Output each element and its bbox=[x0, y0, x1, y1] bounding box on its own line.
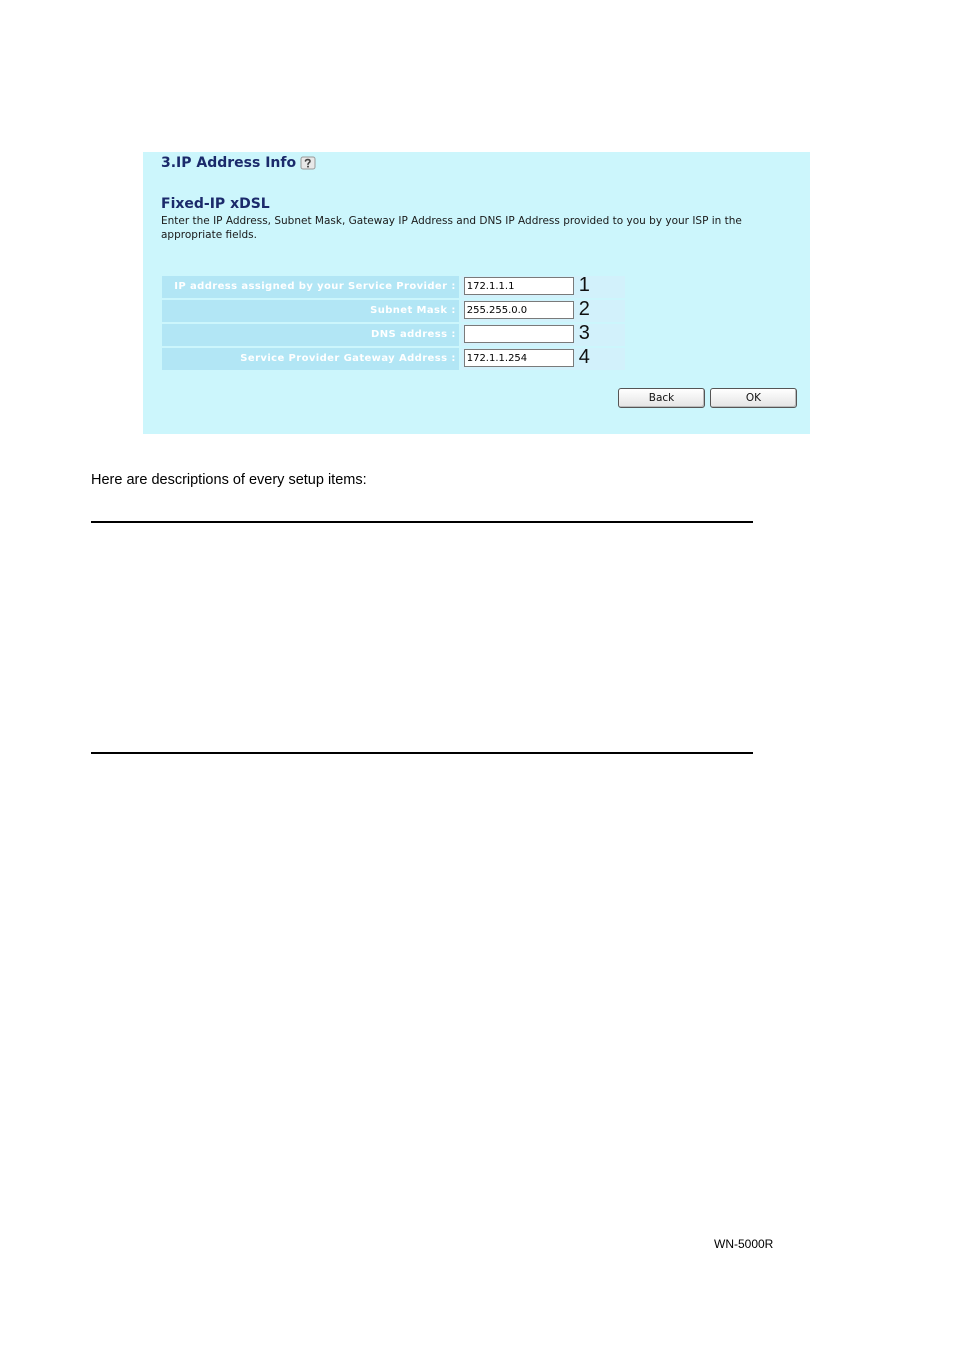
divider-top bbox=[91, 521, 753, 523]
gateway-address-cell bbox=[461, 348, 625, 370]
instruction-text: Enter the IP Address, Subnet Mask, Gateway IP Address and DNS IP Address provided to you by your ISP in the appropriate fields. bbox=[161, 215, 742, 241]
dns-address-input[interactable] bbox=[464, 325, 574, 343]
subnet-mask-label: Subnet Mask : bbox=[162, 300, 459, 322]
form-row-subnet-mask bbox=[162, 300, 625, 322]
ip-address-cell bbox=[461, 276, 625, 298]
ip-address-info-panel bbox=[143, 152, 810, 434]
gateway-address-input[interactable] bbox=[464, 349, 574, 367]
gateway-address-label: Service Provider Gateway Address : bbox=[162, 348, 459, 370]
dns-address-label: DNS address : bbox=[162, 324, 459, 346]
divider-bottom bbox=[91, 752, 753, 754]
ip-address-label: IP address assigned by your Service Provider : bbox=[162, 276, 459, 298]
help-icon[interactable] bbox=[300, 155, 316, 171]
section-title bbox=[161, 155, 316, 171]
form-row-dns-address bbox=[162, 324, 625, 346]
section-title-text: 3.IP Address Info bbox=[161, 155, 297, 171]
form-row-gateway-address bbox=[162, 348, 625, 370]
connection-type-heading: Fixed-IP xDSL bbox=[161, 196, 270, 212]
form-row-ip-address bbox=[162, 276, 625, 298]
ip-form bbox=[162, 276, 625, 372]
callout-number-3: 3 bbox=[578, 322, 590, 344]
subnet-mask-cell bbox=[461, 300, 625, 322]
callout-number-4: 4 bbox=[578, 346, 590, 368]
callout-number-1: 1 bbox=[578, 274, 590, 296]
dns-address-cell bbox=[461, 324, 625, 346]
back-button[interactable]: Back bbox=[618, 388, 705, 408]
ok-button[interactable]: OK bbox=[710, 388, 797, 408]
footer-model-name: WN-5000R bbox=[714, 1237, 774, 1251]
callout-number-2: 2 bbox=[578, 298, 590, 320]
ip-address-input[interactable] bbox=[464, 277, 574, 295]
intro-text: Here are descriptions of every setup items: bbox=[91, 472, 367, 488]
subnet-mask-input[interactable] bbox=[464, 301, 574, 319]
